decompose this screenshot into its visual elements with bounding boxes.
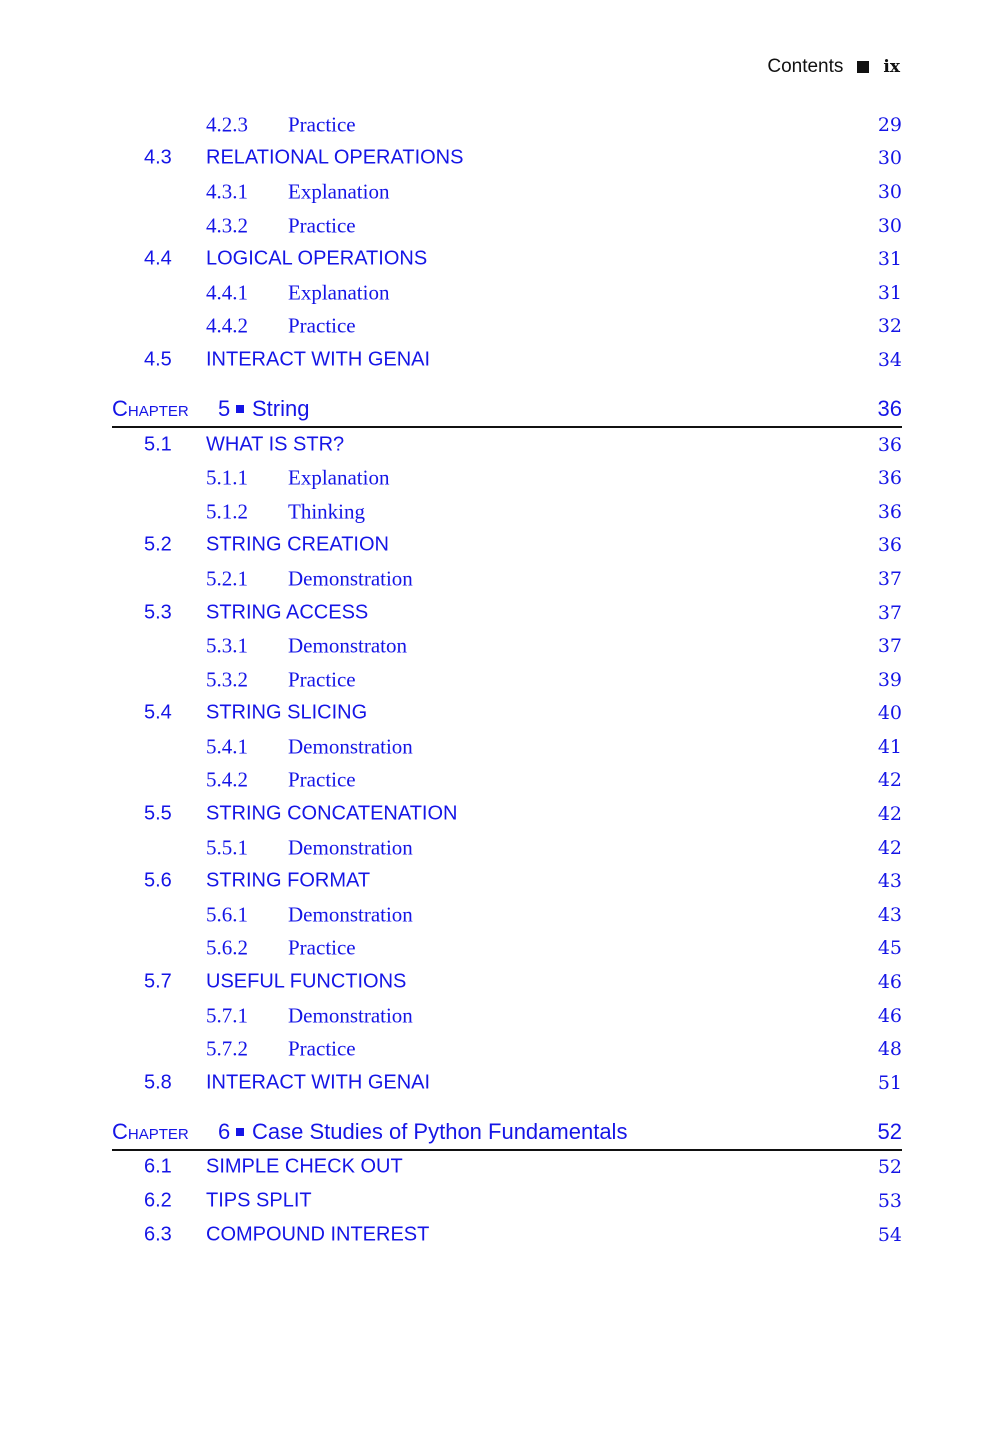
subsection-page: 30	[877, 180, 902, 203]
section-number: 5.7	[144, 970, 172, 993]
square-separator-icon	[236, 405, 244, 413]
section-page: 54	[877, 1223, 902, 1246]
section-number: 6.3	[144, 1223, 172, 1246]
subsection-title: Demonstraton	[288, 633, 407, 658]
toc-subsection-5-1-2[interactable]	[112, 495, 902, 529]
subsection-number: 5.3.1	[206, 633, 248, 658]
section-page: 42	[877, 803, 902, 826]
subsection-number: 5.6.1	[206, 902, 248, 927]
subsection-page: 46	[877, 1004, 902, 1027]
subsection-number: 4.4.1	[206, 280, 248, 305]
toc-subsection-4-4-1[interactable]	[112, 276, 902, 310]
toc-section-5-3[interactable]	[112, 596, 902, 630]
section-page: 30	[877, 147, 902, 170]
section-number: 5.5	[144, 802, 172, 825]
page-number: ix	[883, 57, 900, 77]
section-page: 34	[877, 348, 902, 371]
chapter-label: Chapter	[112, 1118, 189, 1144]
toc-subsection-5-1-1[interactable]	[112, 461, 902, 495]
subsection-title: Practice	[288, 667, 356, 692]
subsection-page: 42	[877, 836, 902, 859]
section-number: 4.5	[144, 348, 172, 371]
subsection-title: Demonstration	[288, 734, 413, 759]
section-number: 5.2	[144, 533, 172, 556]
square-separator-icon	[236, 1128, 244, 1136]
subsection-number: 4.3.2	[206, 213, 248, 238]
section-number: 4.3	[144, 146, 172, 169]
toc-section-5-5[interactable]	[112, 797, 902, 831]
subsection-page: 29	[877, 113, 902, 136]
toc-section-4-3[interactable]	[112, 142, 902, 176]
subsection-number: 5.3.2	[206, 667, 248, 692]
subsection-title: Explanation	[288, 179, 390, 204]
toc-subsection-5-4-2[interactable]	[112, 764, 902, 798]
section-title: USEFUL FUNCTIONS	[206, 970, 407, 993]
section-page: 31	[877, 248, 902, 271]
subsection-title: Explanation	[288, 465, 390, 490]
chapter-title: Case Studies of Python Fundamentals	[252, 1118, 628, 1144]
subsection-title: Practice	[288, 313, 356, 338]
subsection-page: 32	[877, 315, 902, 338]
toc-section-6-2[interactable]	[112, 1184, 902, 1218]
subsection-number: 5.5.1	[206, 835, 248, 860]
toc-section-6-1[interactable]	[112, 1151, 902, 1185]
subsection-page: 41	[877, 735, 902, 758]
toc-subsection-5-7-1[interactable]	[112, 999, 902, 1033]
chapter-number: 6	[218, 1118, 231, 1144]
toc-section-5-7[interactable]	[112, 965, 902, 999]
section-number: 5.4	[144, 701, 172, 724]
subsection-page: 37	[877, 635, 902, 658]
section-title: INTERACT WITH GENAI	[206, 348, 431, 371]
subsection-page: 39	[877, 668, 902, 691]
subsection-page: 30	[877, 214, 902, 237]
subsection-title: Demonstration	[288, 902, 413, 927]
section-number: 5.1	[144, 433, 172, 456]
section-number: 6.2	[144, 1189, 172, 1212]
subsection-title: Practice	[288, 767, 356, 792]
toc-subsection-4-3-1[interactable]	[112, 175, 902, 209]
section-page: 37	[877, 601, 902, 624]
section-page: 40	[877, 702, 902, 725]
subsection-page: 31	[877, 281, 902, 304]
section-title: STRING ACCESS	[206, 601, 369, 624]
section-page: 51	[877, 1071, 902, 1094]
section-number: 6.1	[144, 1155, 172, 1178]
subsection-number: 4.4.2	[206, 313, 248, 338]
subsection-number: 5.4.1	[206, 734, 248, 759]
subsection-number: 5.7.2	[206, 1036, 248, 1061]
section-title: SIMPLE CHECK OUT	[206, 1155, 403, 1178]
subsection-page: 45	[877, 937, 902, 960]
subsection-number: 4.2.3	[206, 112, 248, 137]
section-title: RELATIONAL OPERATIONS	[206, 146, 464, 169]
subsection-title: Practice	[288, 213, 356, 238]
toc-section-5-1[interactable]	[112, 428, 902, 462]
subsection-title: Practice	[288, 935, 356, 960]
chapter-number: 5	[218, 395, 231, 421]
toc-section-5-4[interactable]	[112, 697, 902, 731]
chapter-title: String	[252, 395, 310, 421]
subsection-page: 36	[877, 467, 902, 490]
section-number: 5.3	[144, 601, 172, 624]
table-of-contents	[112, 108, 902, 1251]
section-title: STRING SLICING	[206, 701, 368, 724]
subsection-number: 5.7.1	[206, 1003, 248, 1028]
toc-subsection-5-6-1[interactable]	[112, 898, 902, 932]
toc-section-4-5[interactable]	[112, 343, 902, 377]
toc-subsection-4-2-3[interactable]	[112, 108, 902, 142]
section-title: STRING CREATION	[206, 533, 389, 556]
section-title: COMPOUND INTEREST	[206, 1223, 430, 1246]
toc-section-5-2[interactable]	[112, 529, 902, 563]
subsection-page: 48	[877, 1038, 902, 1061]
section-title: STRING FORMAT	[206, 869, 371, 892]
section-page: 36	[877, 433, 902, 456]
section-number: 5.6	[144, 869, 172, 892]
subsection-title: Thinking	[288, 499, 365, 524]
chapter-label: Chapter	[112, 395, 189, 421]
toc-subsection-5-3-2[interactable]	[112, 663, 902, 697]
subsection-page: 37	[877, 567, 902, 590]
square-bullet-icon	[857, 61, 869, 73]
running-head	[767, 56, 900, 78]
toc-section-5-8[interactable]	[112, 1066, 902, 1100]
section-page: 43	[877, 870, 902, 893]
toc-subsection-5-5-1[interactable]	[112, 831, 902, 865]
subsection-number: 5.4.2	[206, 767, 248, 792]
chapter-page: 52	[877, 1118, 902, 1144]
subsection-title: Demonstration	[288, 566, 413, 591]
section-title: TIPS SPLIT	[206, 1189, 312, 1212]
section-page: 46	[877, 971, 902, 994]
subsection-title: Demonstration	[288, 1003, 413, 1028]
subsection-title: Practice	[288, 112, 356, 137]
toc-subsection-5-7-2[interactable]	[112, 1032, 902, 1066]
section-number: 5.8	[144, 1071, 172, 1094]
subsection-page: 42	[877, 769, 902, 792]
section-page: 52	[877, 1156, 902, 1179]
section-page: 53	[877, 1190, 902, 1213]
section-title: STRING CONCATENATION	[206, 802, 458, 825]
toc-subsection-5-3-1[interactable]	[112, 629, 902, 663]
section-page: 36	[877, 534, 902, 557]
running-head-label: Contents	[767, 56, 844, 77]
subsection-number: 5.6.2	[206, 935, 248, 960]
toc-subsection-4-4-2[interactable]	[112, 310, 902, 344]
toc-section-6-3[interactable]	[112, 1218, 902, 1252]
section-number: 4.4	[144, 247, 172, 270]
subsection-title: Demonstration	[288, 835, 413, 860]
section-title: LOGICAL OPERATIONS	[206, 247, 428, 270]
subsection-page: 43	[877, 903, 902, 926]
toc-subsection-5-6-2[interactable]	[112, 932, 902, 966]
section-title: INTERACT WITH GENAI	[206, 1071, 431, 1094]
subsection-number: 5.2.1	[206, 566, 248, 591]
section-title: WHAT IS STR?	[206, 433, 345, 456]
chapter-heading-6[interactable]	[112, 1117, 902, 1151]
subsection-number: 5.1.1	[206, 465, 248, 490]
subsection-number: 5.1.2	[206, 499, 248, 524]
subsection-number: 4.3.1	[206, 179, 248, 204]
toc-subsection-5-4-1[interactable]	[112, 730, 902, 764]
toc-subsection-4-3-2[interactable]	[112, 209, 902, 243]
chapter-heading-5[interactable]	[112, 394, 902, 428]
chapter-page: 36	[877, 395, 902, 421]
toc-section-5-6[interactable]	[112, 864, 902, 898]
subsection-title: Practice	[288, 1036, 356, 1061]
subsection-page: 36	[877, 500, 902, 523]
toc-subsection-5-2-1[interactable]	[112, 562, 902, 596]
toc-section-4-4[interactable]	[112, 242, 902, 276]
subsection-title: Explanation	[288, 280, 390, 305]
